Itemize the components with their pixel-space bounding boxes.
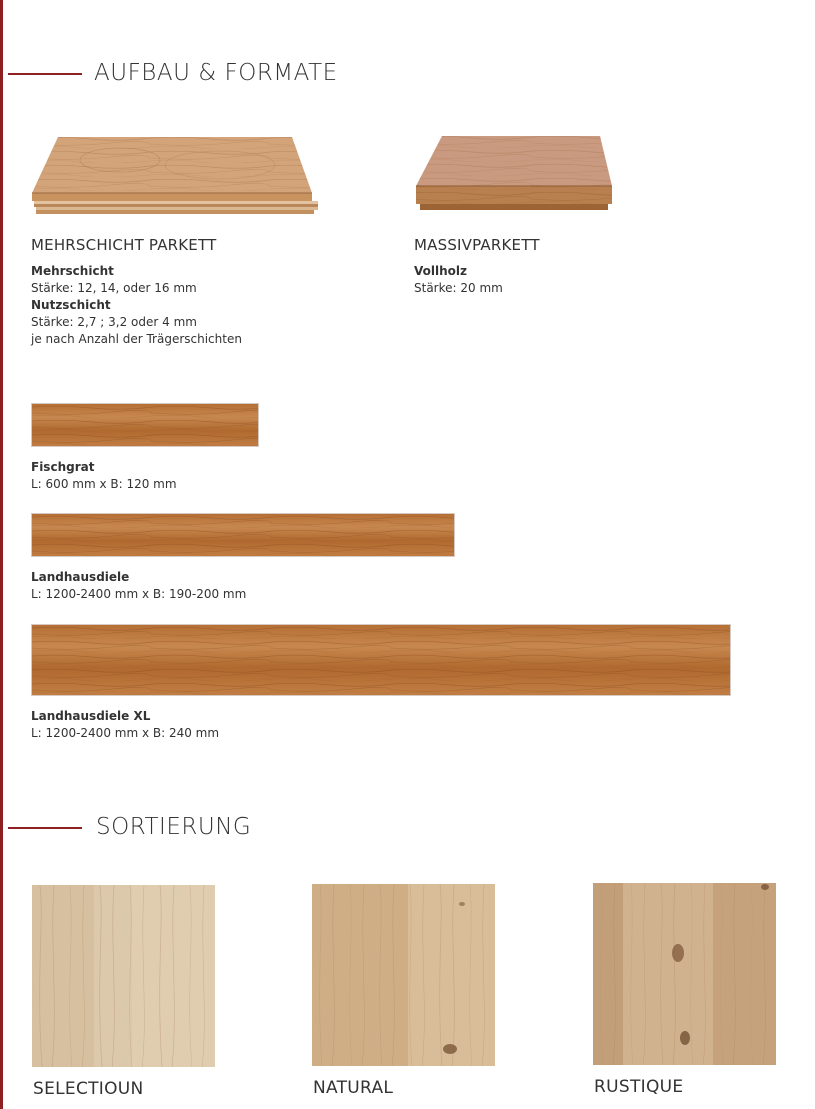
grade-label-rustique: RUSTIQUE	[594, 1077, 684, 1097]
section-title-sortierung: SORTIERUNG	[96, 814, 252, 840]
product-spec-mehrschicht	[31, 263, 242, 348]
spec-line-vollholz-staerke: Stärke: 20 mm	[414, 281, 503, 295]
grade-label-natural: NATURAL	[313, 1078, 394, 1098]
product-title-mehrschicht: MEHRSCHICHT PARKETT	[31, 236, 217, 254]
spec-heading-vollholz: Vollholz	[414, 264, 467, 278]
accent-side-bar	[0, 0, 3, 1109]
mehrschicht-plank-image	[30, 135, 320, 217]
format-strip-landhausdiele	[31, 513, 455, 557]
grade-swatch-rustique	[593, 883, 776, 1065]
section-title-aufbau: AUFBAU & FORMATE	[94, 60, 338, 86]
format-label-fischgrat	[31, 459, 177, 493]
format-size: L: 1200-2400 mm x B: 190-200 mm	[31, 587, 247, 601]
massiv-plank-image	[412, 134, 617, 214]
spec-line-nutzschicht-note: je nach Anzahl der Trägerschichten	[31, 332, 242, 346]
product-spec-massiv	[414, 263, 503, 297]
spec-line-nutzschicht-staerke: Stärke: 2,7 ; 3,2 oder 4 mm	[31, 315, 197, 329]
format-strip-landhausdiele-xl	[31, 624, 731, 696]
format-size: L: 600 mm x B: 120 mm	[31, 477, 177, 491]
format-size: L: 1200-2400 mm x B: 240 mm	[31, 726, 220, 740]
grade-swatch-selectioun	[32, 885, 215, 1067]
section-rule-sortierung	[8, 827, 82, 829]
spec-heading-nutzschicht: Nutzschicht	[31, 298, 111, 312]
format-label-landhausdiele	[31, 569, 246, 603]
format-name: Landhausdiele	[31, 570, 130, 584]
section-rule-aufbau	[8, 73, 82, 75]
format-label-landhausdiele-xl	[31, 708, 219, 742]
format-strip-fischgrat	[31, 403, 259, 447]
spec-line-mehrschicht-staerke: Stärke: 12, 14, oder 16 mm	[31, 281, 197, 295]
spec-heading-mehrschicht: Mehrschicht	[31, 264, 114, 278]
grade-swatch-natural	[312, 884, 495, 1066]
format-name: Landhausdiele XL	[31, 709, 151, 723]
format-name: Fischgrat	[31, 460, 95, 474]
grade-label-selectioun: SELECTIOUN	[33, 1079, 144, 1099]
product-title-massiv: MASSIVPARKETT	[414, 236, 540, 254]
